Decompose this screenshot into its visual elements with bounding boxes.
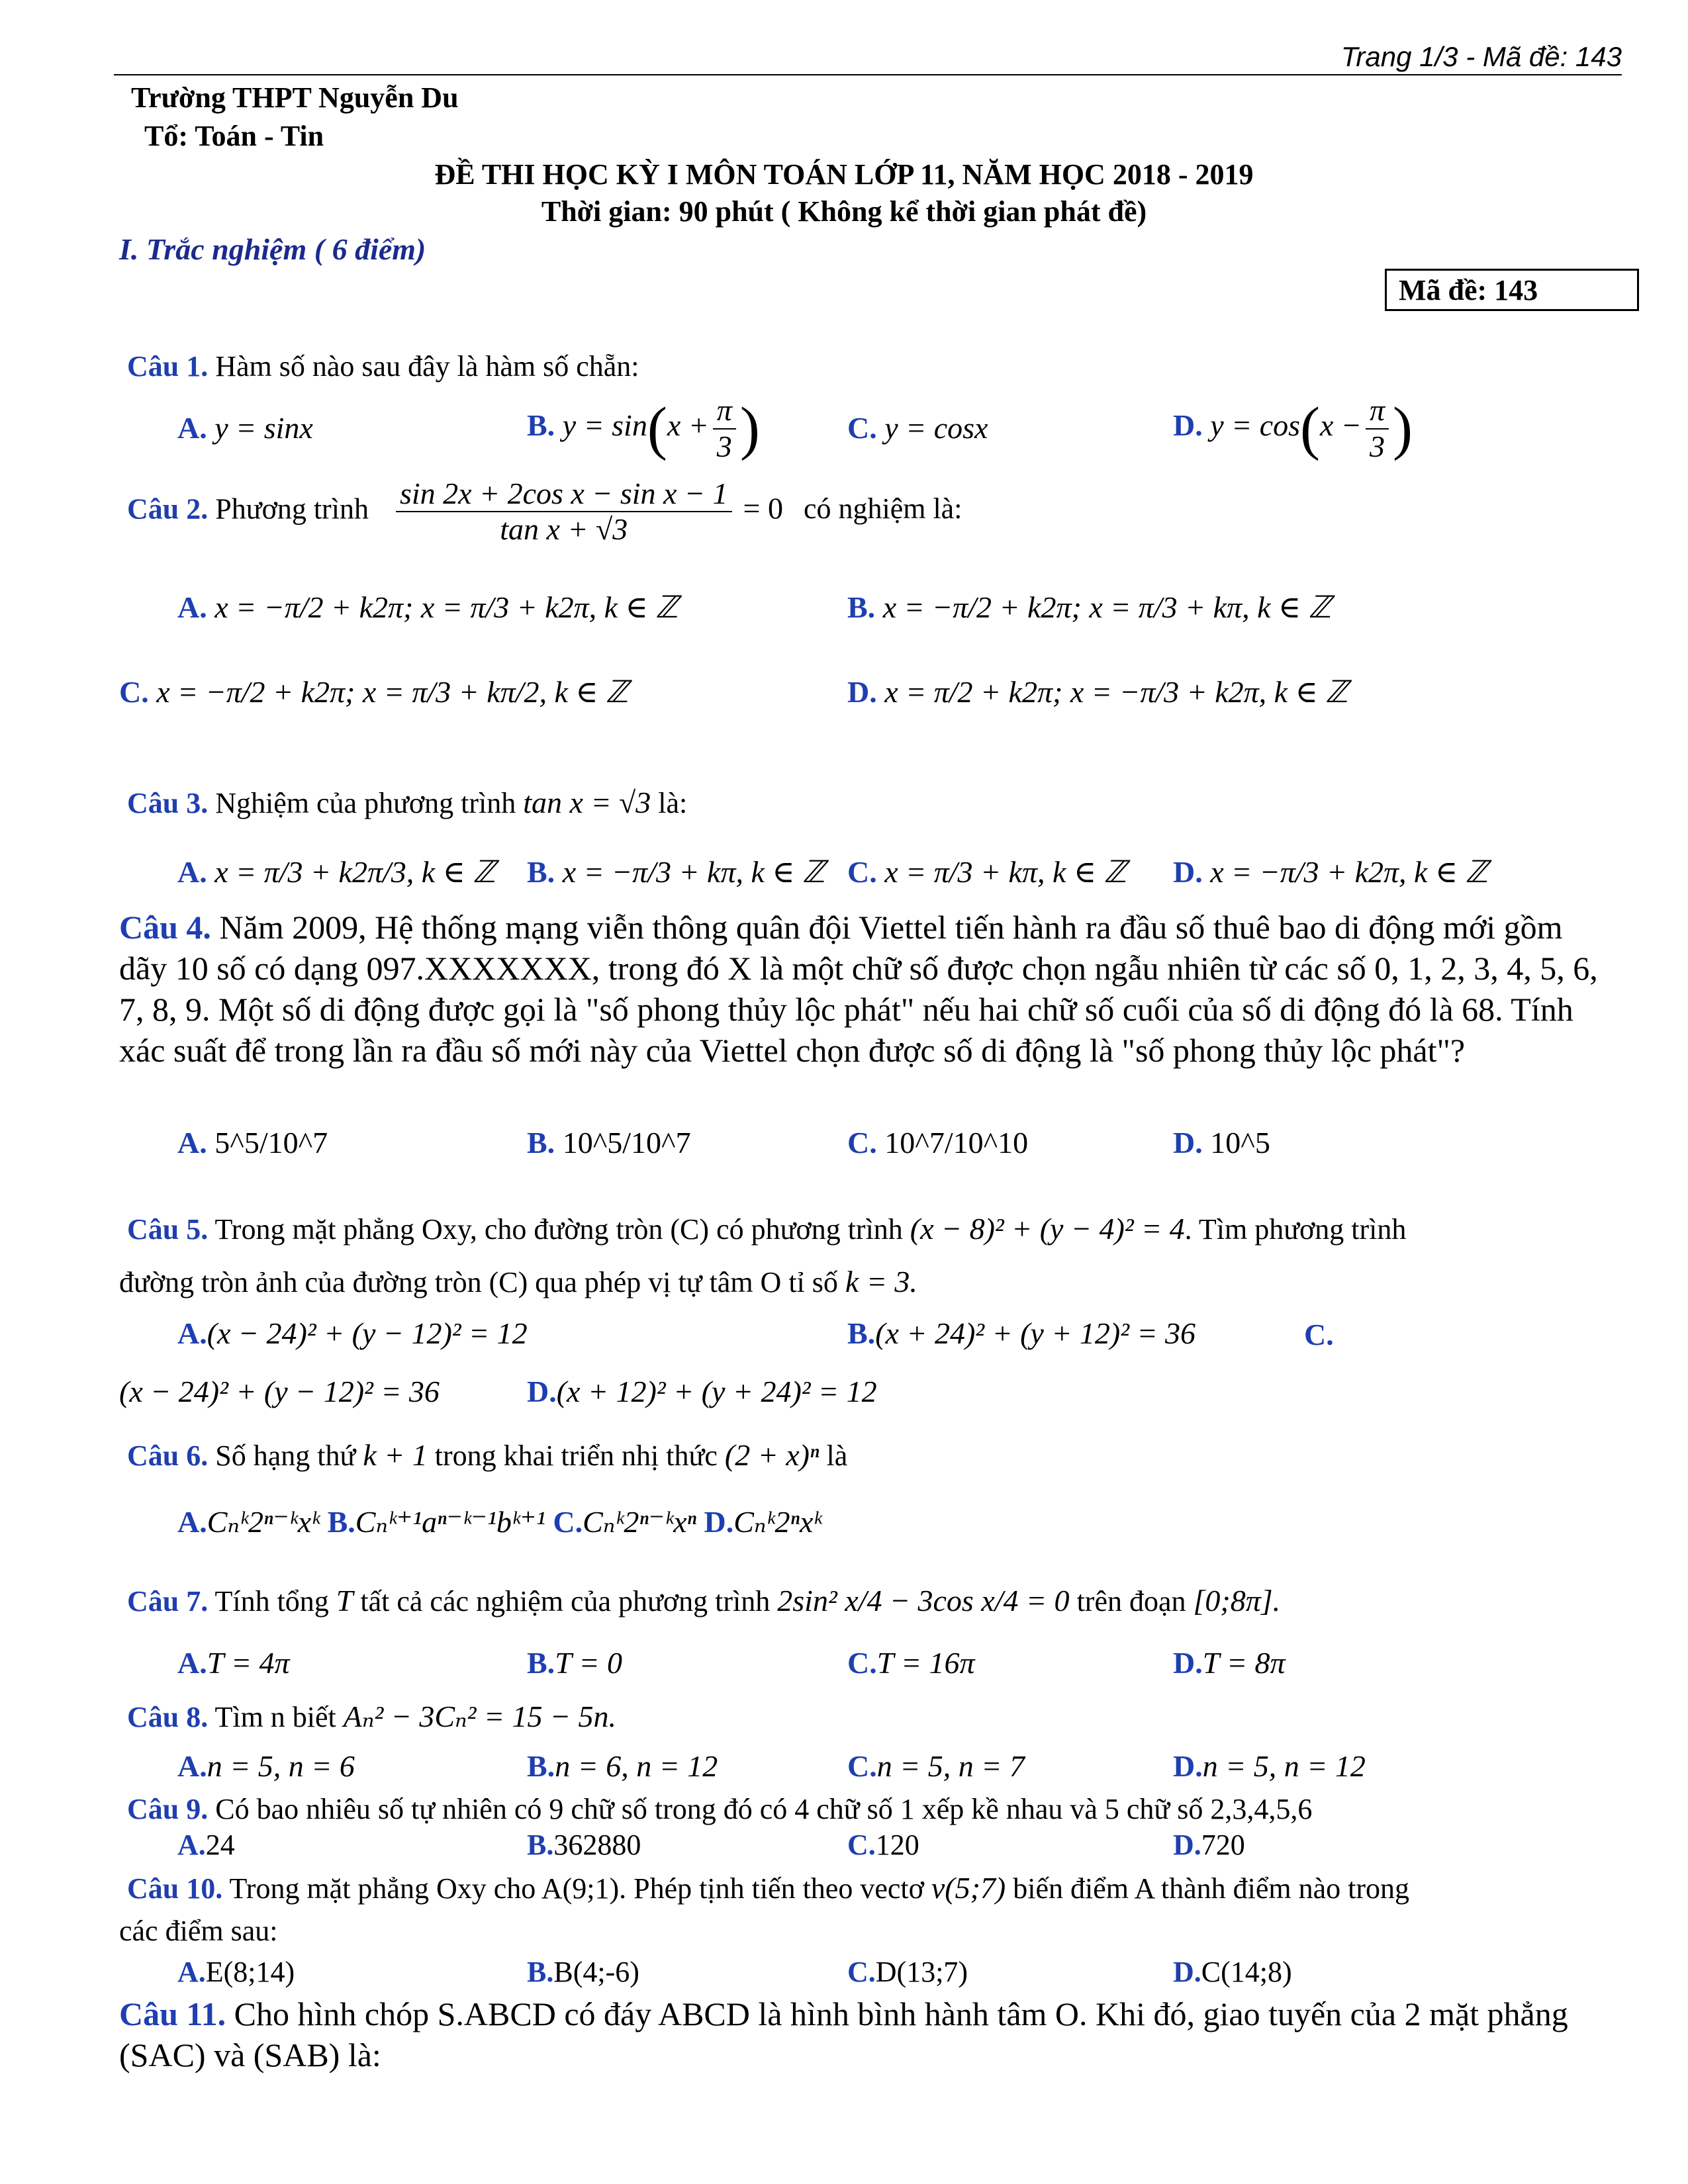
- question-2: Câu 2. Phương trình $\frac{\text{sin 2x + 2cos x − sin x − 1}}{\text{tan x + √3}}$ = 0 có nghiệm là:: [127, 477, 962, 547]
- q6-option-b: B.: [327, 1505, 355, 1539]
- question-7: Câu 7. Tính tổng T tất cả các nghiệm của phương trình 2sin² x/4 − 3cos x/4 = 0 trên đoạn [0;8π].: [127, 1584, 1281, 1617]
- q8-option-d[interactable]: D.n = 5, n = 12: [1173, 1749, 1366, 1783]
- question-10-line2: các điểm sau:: [119, 1915, 278, 1947]
- q4-option-a[interactable]: A. 5^5/10^7: [177, 1126, 328, 1160]
- q9-option-c[interactable]: C.120: [847, 1829, 919, 1861]
- q5-option-b[interactable]: B.(x + 24)² + (y + 12)² = 36: [847, 1316, 1196, 1350]
- q1-option-b[interactable]: B. y = sin(x + $\frac{\pi}{3}$ ): [527, 393, 760, 463]
- question-11: Câu 11. Cho hình chóp S.ABCD có đáy ABCD là hình bình hành tâm O. Khi đó, giao tuyến của 2 mặt phẳng (SAC) và (SAB) là:: [119, 1995, 1568, 2073]
- exam-time: Thời gian: 90 phút ( Không kể thời gian phát đề): [541, 195, 1147, 228]
- q9-option-a[interactable]: A.24: [177, 1829, 235, 1861]
- q1-option-c[interactable]: C. y = cosx: [847, 411, 988, 445]
- q8-option-b[interactable]: B.n = 6, n = 12: [527, 1749, 718, 1783]
- q6-option-a: A.: [177, 1505, 207, 1539]
- q3-option-d[interactable]: D. x = −π/3 + k2π, k ∈ ℤ: [1173, 855, 1488, 889]
- question-4: Câu 4. Năm 2009, Hệ thống mạng viễn thông quân đội Viettel tiến hành ra đầu số thuê bao di động mới gồm dãy 10 số có dạng 097.XXXXXXX, trong đó X là một chữ số được chọn ngẫu nhiên từ các số 0, 1, 2, 3, 4, 5, 6, 7, 8, 9. Một số di động được gọi là "số phong thủy lộc phát" nếu hai chữ số cuối của số di động đó là 68. Tính xác suất để trong lần ra đầu số mới này của Viettel chọn được số di động là "số phong thủy lộc phát"?: [119, 909, 1598, 1069]
- q5-option-c[interactable]: C.: [1304, 1318, 1334, 1351]
- question-5: Câu 5. Trong mặt phẳng Oxy, cho đường tròn (C) có phương trình (x − 8)² + (y − 4)² = 4. Tìm phương trình: [127, 1212, 1407, 1246]
- q6-option-d: D.: [704, 1505, 734, 1539]
- q4-option-d[interactable]: D. 10^5: [1173, 1126, 1270, 1160]
- q7-option-a[interactable]: A.T = 4π: [177, 1646, 290, 1680]
- exam-code: Mã đề: 143: [1399, 274, 1538, 306]
- q5-option-a[interactable]: A.(x − 24)² + (y − 12)² = 12: [177, 1316, 528, 1350]
- q4-option-c[interactable]: C. 10^7/10^10: [847, 1126, 1029, 1160]
- exam-title: ĐỀ THI HỌC KỲ I MÔN TOÁN LỚP 11, NĂM HỌC 2018 - 2019: [434, 158, 1254, 191]
- q9-option-d[interactable]: D.720: [1173, 1829, 1245, 1861]
- question-5-line2: đường tròn ảnh của đường tròn (C) qua phép vị tự tâm O tỉ số k = 3.: [119, 1265, 917, 1298]
- q7-option-d[interactable]: D.T = 8π: [1173, 1646, 1286, 1680]
- q8-option-c[interactable]: C.n = 5, n = 7: [847, 1749, 1025, 1783]
- q10-option-c[interactable]: C.D(13;7): [847, 1956, 968, 1988]
- exam-code-box: [1385, 269, 1639, 311]
- q7-option-c[interactable]: C.T = 16π: [847, 1646, 975, 1680]
- department: Tổ: Toán - Tin: [144, 120, 324, 152]
- school-name: Trường THPT Nguyễn Du: [131, 81, 459, 114]
- q10-option-b[interactable]: B.B(4;-6): [527, 1956, 639, 1988]
- question-8: Câu 8. Tìm n biết Aₙ² − 3Cₙ² = 15 − 5n.: [127, 1700, 617, 1733]
- question-text: Hàm số nào sau đây là hàm số chẵn:: [215, 350, 639, 383]
- q10-option-d[interactable]: D.C(14;8): [1173, 1956, 1292, 1988]
- question-6: Câu 6. Số hạng thứ k + 1 trong khai triển nhị thức (2 + x)ⁿ là: [127, 1438, 848, 1472]
- q3-option-b[interactable]: B. x = −π/3 + kπ, k ∈ ℤ: [527, 855, 825, 889]
- q6-option-c: C.: [553, 1505, 583, 1539]
- question-label: Câu 1.: [127, 350, 209, 383]
- q6-options[interactable]: A.Cₙᵏ2ⁿ⁻ᵏxᵏ B.Cₙᵏ⁺¹aⁿ⁻ᵏ⁻¹bᵏ⁺¹ C.Cₙᵏ2ⁿ⁻ᵏxⁿ D.Cₙᵏ2ⁿxᵏ: [177, 1505, 822, 1539]
- q4-option-b[interactable]: B. 10^5/10^7: [527, 1126, 691, 1160]
- q2-option-a[interactable]: A. x = −π/2 + k2π; x = π/3 + k2π, k ∈ ℤ: [177, 590, 679, 624]
- q3-option-c[interactable]: C. x = π/3 + kπ, k ∈ ℤ: [847, 855, 1127, 889]
- question-3: Câu 3. Nghiệm của phương trình tan x = √3 là:: [127, 786, 688, 819]
- q3-option-a[interactable]: A. x = π/3 + k2π/3, k ∈ ℤ: [177, 855, 496, 889]
- question-9: Câu 9. Có bao nhiêu số tự nhiên có 9 chữ số trong đó có 4 chữ số 1 xếp kề nhau và 5 chữ số 2,3,4,5,6: [127, 1793, 1313, 1825]
- question-10: Câu 10. Trong mặt phẳng Oxy cho A(9;1). Phép tịnh tiến theo vectơ v(5;7) biến điểm A thành điểm nào trong: [127, 1871, 1410, 1905]
- q9-option-b[interactable]: B.362880: [527, 1829, 641, 1861]
- section-title: I. Trắc nghiệm ( 6 điểm): [119, 232, 426, 266]
- q7-option-b[interactable]: B.T = 0: [527, 1646, 622, 1680]
- q10-option-a[interactable]: A.E(8;14): [177, 1956, 295, 1988]
- q1-option-d[interactable]: D. y = cos(x − $\frac{\pi}{3}$ ): [1173, 393, 1413, 463]
- q1-option-a[interactable]: A. y = sinx: [177, 411, 313, 445]
- header-rule: [114, 74, 1622, 75]
- q5-option-d[interactable]: D.(x + 12)² + (y + 24)² = 12: [527, 1375, 877, 1408]
- page-info: Trang 1/3 - Mã đề: 143: [1340, 41, 1622, 72]
- q8-option-a[interactable]: A.n = 5, n = 6: [177, 1749, 355, 1783]
- q2-option-c[interactable]: C. x = −π/2 + k2π; x = π/3 + kπ/2, k ∈ ℤ: [119, 675, 629, 709]
- q2-option-d[interactable]: D. x = π/2 + k2π; x = −π/3 + k2π, k ∈ ℤ: [847, 675, 1348, 709]
- q2-option-b[interactable]: B. x = −π/2 + k2π; x = π/3 + kπ, k ∈ ℤ: [847, 590, 1331, 624]
- q5-option-c-value[interactable]: (x − 24)² + (y − 12)² = 36: [119, 1375, 440, 1408]
- question-1: [127, 349, 639, 383]
